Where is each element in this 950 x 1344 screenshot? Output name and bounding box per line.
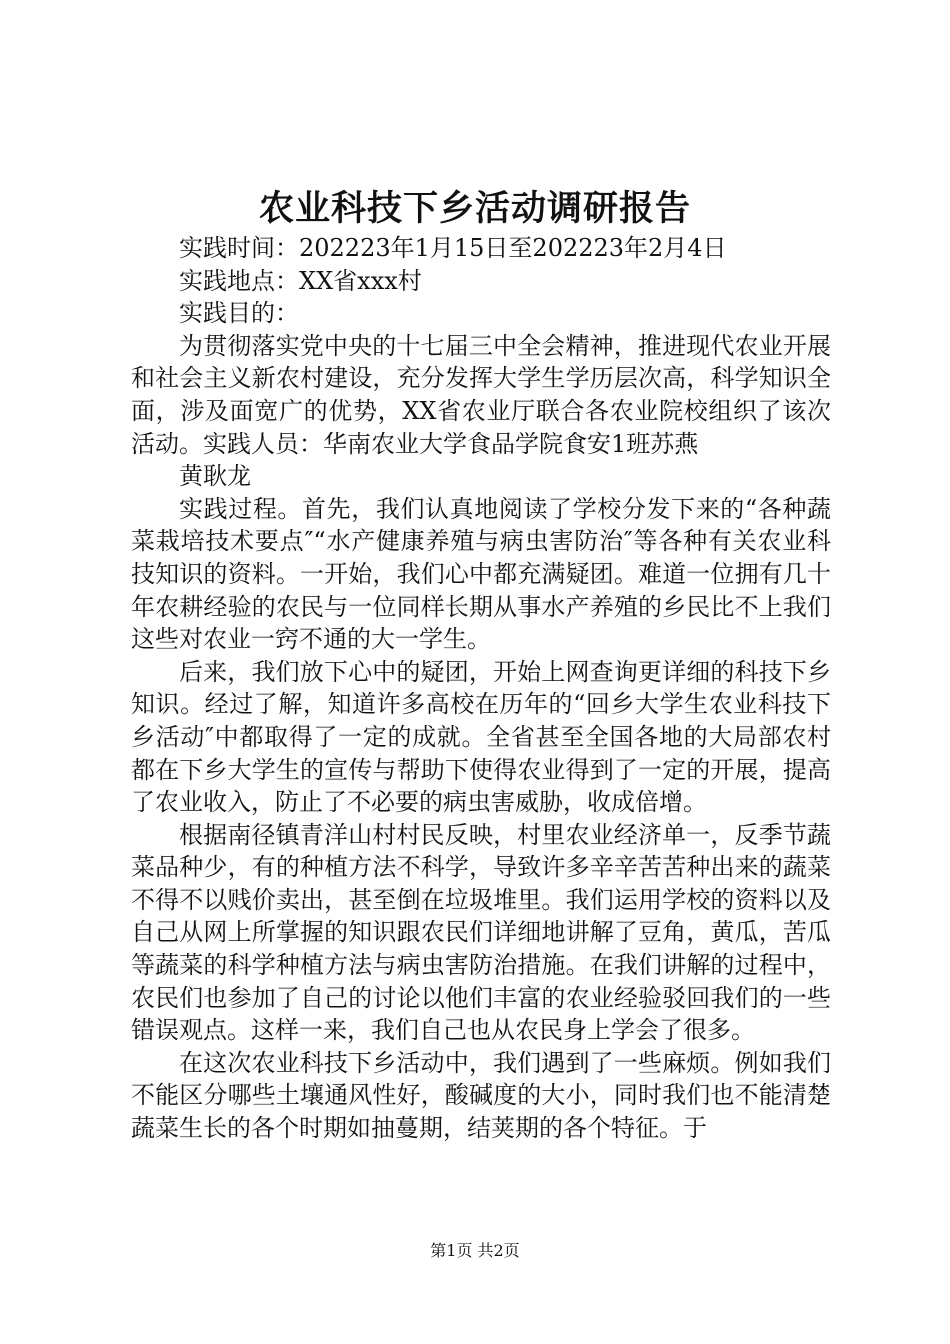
- paragraph-practice-location: 实践地点：XX省xxx村: [179, 266, 422, 295]
- document-body: [131, 232, 831, 1145]
- paragraph-purpose-body: 为贯彻落实党中央的十七届三中全会精神，推进现代农业开展和社会主义新农村建设，充分发挥大学生学历层次高，科学知识全面，涉及面宽广的优势，XX省农业厅联合各农业院校组织了该次活动。实践人员：华南农业大学食品学院食安1班苏燕: [131, 331, 831, 458]
- paragraph-troubles: 在这次农业科技下乡活动中，我们遇到了一些麻烦。例如我们不能区分哪些土壤通风性好，酸碱度的大小，同时我们也不能清楚蔬菜生长的各个时期如抽蔓期，结荚期的各个特征。于: [131, 1048, 831, 1143]
- paragraph-village-report: 根据南径镇青洋山村村民反映，村里农业经济单一，反季节蔬菜品种少，有的种植方法不科学，导致许多辛辛苦苦种出来的蔬菜不得不以贱价卖出，甚至倒在垃圾堆里。我们运用学校的资料以及自己从网上所掌握的知识跟农民们详细地讲解了豆角，黄瓜，苦瓜等蔬菜的科学种植方法与病虫害防治措施。在我们讲解的过程中，农民们也参加了自己的讨论以他们丰富的农业经验驳回我们的一些错误观点。这样一来，我们自己也从农民身上学会了很多。: [131, 820, 831, 1045]
- paragraph-later: 后来，我们放下心中的疑团，开始上网查询更详细的科技下乡知识。经过了解，知道许多高校在历年的“回乡大学生农业科技下乡活动″中都取得了一定的成就。全省甚至全国各地的大局部农村都在下乡大学生的宣传与帮助下使得农业得到了一定的开展，提高了农业收入，防止了不必要的病虫害威胁，收成倍增。: [131, 657, 831, 817]
- paragraph-process: 实践过程。首先，我们认真地阅读了学校分发下来的“各种蔬菜栽培技术要点″“水产健康养殖与病虫害防治″等各种有关农业科技知识的资料。一开始，我们心中都充满疑团。难道一位拥有几十年农耕经验的农民与一位同样长期从事水产养殖的乡民比不上我们这些对农业一窍不通的大一学生。: [131, 494, 831, 654]
- page-footer: 第1页 共2页: [430, 1241, 520, 1260]
- page-title: 农业科技下乡活动调研报告: [258, 188, 691, 229]
- paragraph-practice-purpose-heading: 实践目的：: [179, 299, 299, 328]
- paragraph-member-name: 黄耿龙: [179, 462, 251, 491]
- paragraph-practice-time: 实践时间：202223年1月15日至202223年2月4日: [179, 234, 727, 262]
